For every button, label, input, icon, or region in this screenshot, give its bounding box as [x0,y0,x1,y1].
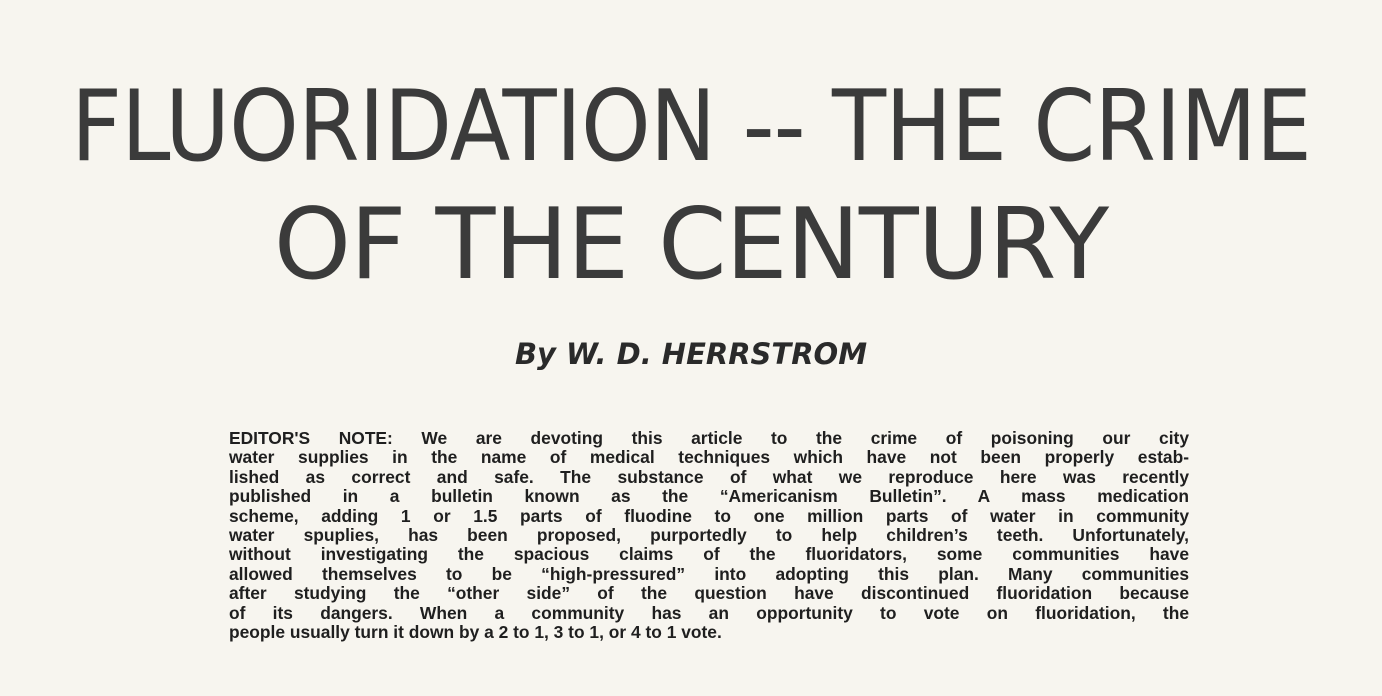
article-title-line-1: FLUORIDATION -- THE CRIME [70,70,1311,184]
editors-note-line: published in a bulletin known as the “Americanism Bulletin”. A mass medication [229,486,1189,507]
editors-note-line: of its dangers. When a community has an opportunity to vote on fluoridation, the [229,602,1189,623]
editors-note-line: water supplies in the name of medical techniques which have not been properly estab- [229,447,1189,468]
editors-note-line: lished as correct and safe. The substance of what we reproduce here was recently [229,466,1189,487]
editors-note-line: scheme, adding 1 or 1.5 parts of fluodine to one million parts of water in community [229,505,1189,526]
article-byline: By W. D. HERRSTROM [514,337,868,371]
editors-note [229,429,1189,642]
editors-note-line: after studying the “other side” of the question have discontinued fluoridation because [229,583,1189,604]
editors-note-line: water spuplies, has been proposed, purportedly to help children’s teeth. Unfortunately, [229,524,1189,545]
article-title-line-2: OF THE CENTURY [273,188,1109,302]
editors-note-line: EDITOR'S NOTE: We are devoting this article to the crime of poisoning our city [229,428,1189,448]
editors-note-line: allowed themselves to be “high-pressured” into adopting this plan. Many communities [229,563,1189,584]
editors-note-line: without investigating the spacious claims of the fluoridators, some communities have [229,544,1189,565]
editors-note-line: people usually turn it down by a 2 to 1, 3 to 1, or 4 to 1 vote. [229,621,722,642]
